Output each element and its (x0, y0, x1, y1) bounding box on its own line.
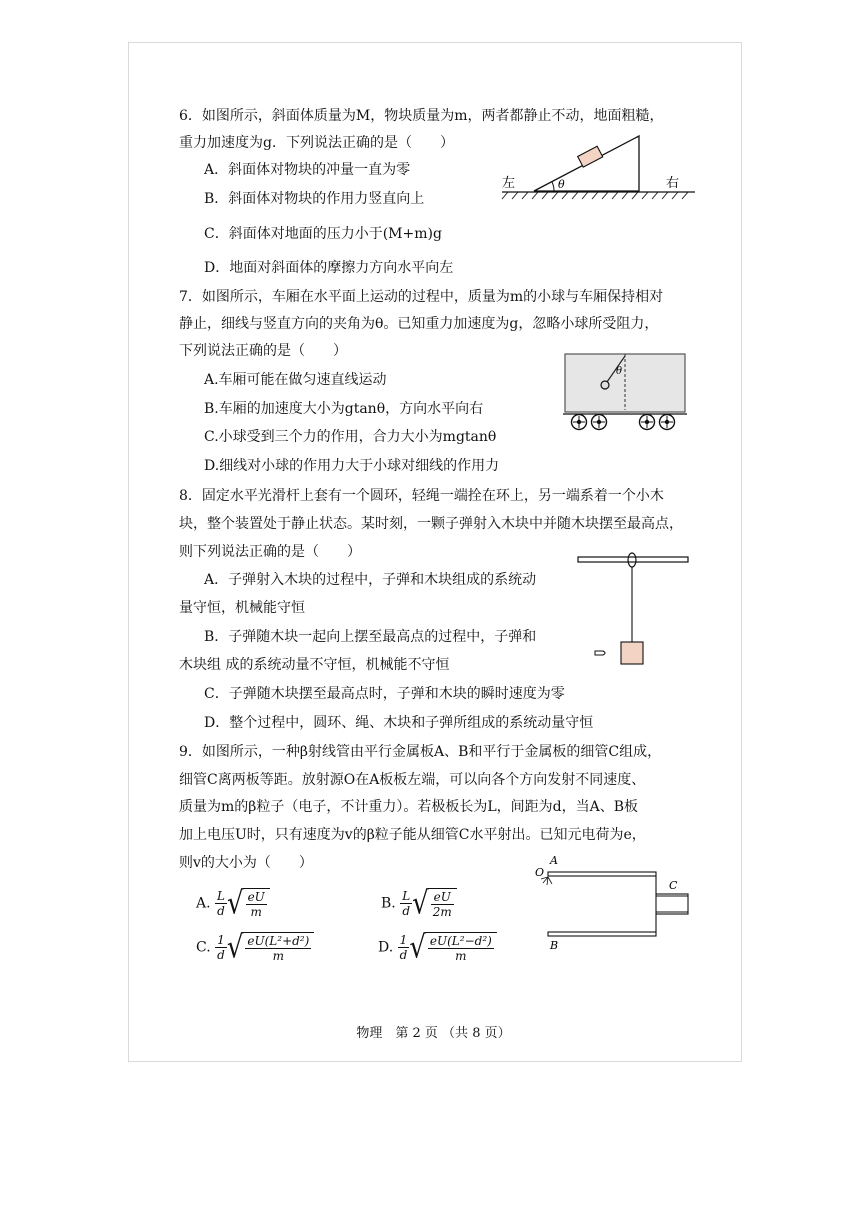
q9-plate-b (548, 932, 656, 936)
q9-option-b: B. $\frac{L}{d}$ √ $\frac{eU}{2m}$ (381, 888, 457, 919)
q7-ball (601, 381, 609, 389)
q6-incline-figure (500, 128, 700, 203)
q7-option-d: D.细线对小球的作用力大于小球对细线的作用力 (204, 458, 500, 474)
q7-option-b: B.车厢的加速度大小为gtanθ，方向水平向右 (204, 401, 484, 417)
q6-option-b: B．斜面体对物块的作用力竖直向上 (204, 191, 425, 207)
q9-b-rad-num: eU (431, 890, 454, 905)
q6-label-right: 右 (666, 176, 680, 191)
q8-option-a-line2: 量守恒，机械能守恒 (179, 600, 305, 616)
q7-option-c: C.小球受到三个力的作用，合力大小为mgtanθ (204, 429, 497, 445)
q8-line2: 块，整个装置处于静止状态。某时刻，一颗子弹射入木块中并随木块摆至最高点， (179, 516, 683, 532)
q9-tube-c (656, 894, 688, 914)
q9-option-c: C. $\frac{1}{d}$ √ $\frac{\text{eU(L²+d²)}}{m}$ (196, 932, 314, 963)
q9-label-o: O (535, 866, 545, 879)
q9-line1: 9．如图所示，一种β射线管由平行金属板A、B和平行于金属板的细管C组成， (179, 744, 662, 760)
q6-label-left: 左 (502, 176, 516, 191)
q9-beta-tube-figure (530, 850, 695, 955)
q9-plate-a (548, 872, 656, 876)
q8-pendulum-figure (575, 550, 691, 670)
q7-line1: 7．如图所示，车厢在水平面上运动的过程中，质量为m的小球与车厢保持相对 (179, 289, 664, 305)
q9-c-num: 1 (215, 933, 227, 948)
q6-line1: 6．如图所示，斜面体质量为M，物块质量为m，两者都静止不动，地面粗糙， (179, 108, 664, 124)
q9-d-den: d (399, 948, 408, 962)
q9-label-a: A (550, 854, 558, 867)
q6-option-d: D．地面对斜面体的摩擦力方向水平向左 (204, 260, 454, 276)
q6-label-theta: θ (558, 178, 565, 191)
q8-option-d: D．整个过程中，圆环、绳、木块和子弹所组成的系统动量守恒 (204, 715, 594, 731)
q7-line2: 静止，细线与竖直方向的夹角为θ。已知重力加速度为g，忽略小球所受阻力， (179, 316, 659, 332)
q9-c-rad-den: m (272, 948, 285, 963)
q7-line3: 下列说法正确的是（ ） (179, 343, 347, 359)
q8-option-b-line2: 木块组 成的系统动量不守恒，机械能不守恒 (179, 657, 450, 673)
q9-line5: 则v的大小为（ ） (179, 855, 313, 871)
q9-b-rad-den: 2m (432, 904, 452, 919)
q6-option-c: C．斜面体对地面的压力小于(M+m)g (204, 226, 442, 242)
q9-a-rad-num: eU (247, 889, 265, 904)
q9-d-rad-den: m (455, 948, 467, 963)
q8-line3: 则下列说法正确的是（ ） (179, 544, 361, 560)
q6-option-a: A．斜面体对物块的冲量一直为零 (204, 162, 411, 178)
q8-option-a-line1: A．子弹射入木块的过程中，子弹和木块组成的系统动 (204, 572, 537, 588)
q7-label-theta: θ (616, 366, 623, 377)
q9-option-c-label: C. (196, 939, 211, 956)
q9-c-rad-num: eU(L²+d²) (247, 933, 310, 948)
q7-car-figure (563, 352, 689, 434)
q7-option-a: A.车厢可能在做匀速直线运动 (204, 372, 387, 388)
q8-option-b-line1: B．子弹随木块一起向上摆至最高点的过程中，子弹和 (204, 629, 537, 645)
q9-line4: 加上电压U时，只有速度为v的β粒子能从细管C水平射出。已知元电荷为e， (179, 827, 646, 843)
q8-bullet (595, 651, 605, 655)
q7-car-body (565, 354, 685, 412)
q9-d-num: 1 (398, 933, 410, 948)
q9-b-num: L (402, 889, 411, 903)
q9-option-d: D. $\frac{1}{d}$ √ $\frac{\text{eU(L²−d²)}}{m}$ (378, 932, 497, 963)
q8-wood-block (621, 642, 643, 664)
q9-option-a-label: A. (196, 895, 211, 912)
page-footer: 物理 第 2 页 （共 8 页） (356, 1026, 511, 1041)
q9-option-a: A. $\frac{L}{d}$ √ $\frac{eU}{m}$ (196, 888, 270, 919)
q9-a-rad-den: m (250, 904, 262, 919)
q6-line2: 重力加速度为g．下列说法正确的是（ ） (179, 135, 454, 151)
q9-a-den: d (217, 904, 225, 918)
q9-b-den: d (402, 904, 411, 918)
q8-rod (578, 557, 688, 562)
q8-line1: 8．固定水平光滑杆上套有一个圆环，轻绳一端拴在环上，另一端系着一个小木 (179, 488, 664, 504)
q9-label-b: B (550, 939, 559, 952)
q9-d-rad-num: eU(L²−d²) (429, 933, 492, 948)
q9-a-num: L (217, 889, 225, 903)
q9-c-den: d (217, 948, 225, 962)
q9-line2: 细管C离两板等距。放射源O在A板板左端，可以向各个方向发射不同速度、 (179, 772, 646, 788)
q9-line3: 质量为m的β粒子（电子，不计重力）。若极板长为L，间距为d，当A、B板 (179, 799, 639, 815)
q9-label-c: C (669, 879, 678, 892)
q9-option-b-label: B. (381, 895, 396, 912)
q9-option-d-label: D. (378, 939, 394, 956)
q8-option-c: C．子弹随木块摆至最高点时，子弹和木块的瞬时速度为零 (204, 686, 565, 702)
